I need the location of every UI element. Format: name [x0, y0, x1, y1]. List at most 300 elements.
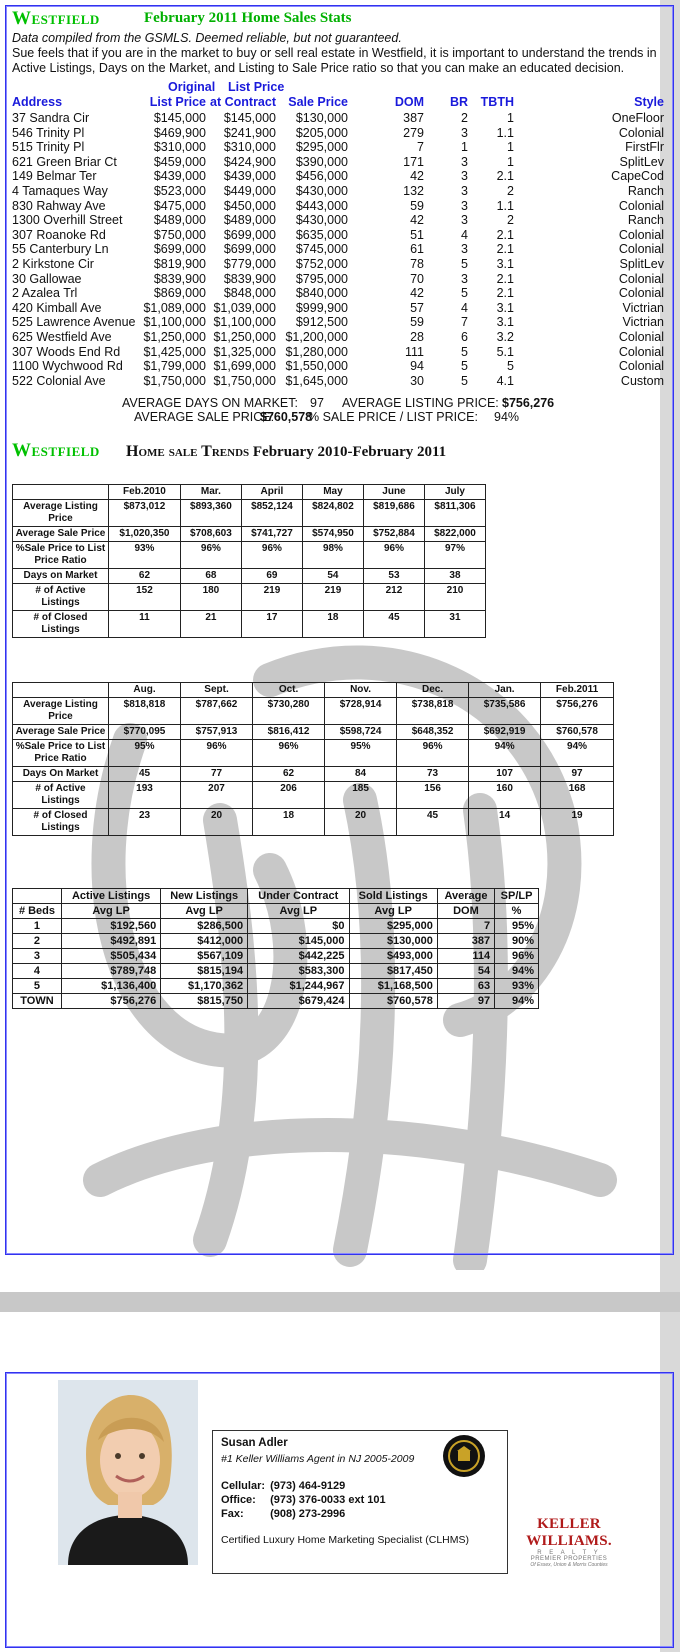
listing-address: 307 Woods End Rd	[12, 344, 121, 359]
listing-sp: $912,500	[295, 315, 348, 330]
trend-cell: 96%	[253, 740, 325, 767]
listing-br: 3	[461, 125, 468, 140]
trend-row	[13, 584, 486, 611]
trend-cell: $741,727	[241, 527, 302, 542]
listing-address: 55 Canterbury Ln	[12, 242, 109, 257]
avg-sp-value: $760,578	[260, 410, 313, 424]
ratio-value: 94%	[494, 410, 520, 424]
trend-cell: 96%	[181, 740, 253, 767]
month-header: Feb.2010	[109, 485, 181, 500]
agent-certification: Certified Luxury Home Marketing Specialist (CLHMS)	[221, 1534, 469, 1546]
beds-cell: 94%	[495, 964, 539, 979]
listing-lpc: $145,000	[223, 111, 276, 125]
trend-header-row	[13, 485, 486, 500]
listing-lpc: $450,000	[223, 198, 276, 213]
listing-tbth: 2	[507, 184, 514, 198]
beds-cell: $567,109	[161, 949, 248, 964]
listing-sp: $456,000	[295, 169, 348, 184]
trend-cell: 97%	[424, 542, 485, 569]
listing-olp: $1,250,000	[143, 330, 206, 344]
trend-cell: 18	[302, 611, 363, 638]
header-list-at-contract: at Contract	[210, 95, 276, 109]
trend-cell: 62	[109, 569, 181, 584]
trend-cell: $692,919	[469, 725, 541, 740]
trend-cell: 68	[180, 569, 241, 584]
listing-olp: $1,799,000	[143, 359, 206, 374]
beds-cell: $760,578	[349, 994, 437, 1009]
trend-cell: 180	[180, 584, 241, 611]
listing-dom: 111	[404, 344, 424, 359]
listing-lpc: $1,699,000	[213, 359, 276, 374]
listing-row	[12, 199, 664, 214]
listing-dom: 42	[410, 286, 424, 301]
listing-dom: 42	[410, 213, 424, 228]
listing-br: 3	[461, 198, 468, 213]
beds-subheader-cell: Avg LP	[61, 904, 160, 919]
listing-tbth: 4.1	[496, 373, 514, 388]
trend-cell: 45	[397, 809, 469, 836]
stats-content	[12, 8, 664, 460]
trend-cell: 38	[424, 569, 485, 584]
listing-style: CapeCod	[611, 169, 664, 184]
trend-cell: $648,352	[397, 725, 469, 740]
listing-tbth: 5	[507, 359, 514, 374]
agent-phones	[221, 1479, 386, 1521]
listing-tbth: 2.1	[496, 286, 514, 301]
listing-sp: $1,200,000	[285, 330, 348, 344]
beds-cell: 94%	[495, 994, 539, 1009]
listing-sp: $390,000	[295, 154, 348, 169]
kw-logo-realty: R E A L T Y	[537, 1550, 601, 1556]
listing-row	[12, 169, 664, 184]
listing-row	[12, 140, 664, 155]
beds-count: 3	[13, 949, 62, 964]
beds-cell: $815,194	[161, 964, 248, 979]
trend-cell: $728,914	[325, 698, 397, 725]
trend-cell: 185	[325, 782, 397, 809]
beds-cell: $0	[248, 919, 349, 934]
listing-olp: $750,000	[153, 227, 206, 242]
trend-cell: $735,586	[469, 698, 541, 725]
listing-style: Colonial	[618, 242, 664, 257]
listing-row	[12, 272, 664, 287]
header-original-list-price: List Price	[149, 95, 206, 109]
agent-card	[212, 1430, 508, 1574]
listing-style: Victrian	[622, 315, 664, 330]
listing-dom: 7	[417, 140, 424, 155]
listing-br: 2	[461, 111, 468, 125]
beds-header-cell	[13, 889, 62, 904]
listing-sp: $1,550,000	[285, 359, 348, 374]
listing-style: Colonial	[618, 344, 664, 359]
trend-row-label: Average Sale Price	[13, 527, 109, 542]
listing-address: 625 Westfield Ave	[12, 330, 112, 344]
header-br: BR	[449, 95, 468, 109]
beds-cell: $295,000	[349, 919, 437, 934]
beds-cell: 63	[437, 979, 494, 994]
header-sale-price: Sale Price	[288, 95, 348, 109]
avg-lp-label: AVERAGE LISTING PRICE:	[342, 396, 499, 410]
trend-cell: 21	[180, 611, 241, 638]
listing-sp: $752,000	[295, 257, 348, 271]
beds-table	[12, 888, 539, 1009]
listing-tbth: 1	[507, 154, 514, 169]
beds-cell: $1,244,967	[248, 979, 349, 994]
agent-photo	[58, 1380, 198, 1565]
trend-cell: 84	[325, 767, 397, 782]
listing-sp: $443,000	[295, 198, 348, 213]
header-dom: DOM	[394, 95, 424, 109]
trend-cell: 69	[241, 569, 302, 584]
listing-style: Ranch	[627, 213, 664, 228]
listing-lpc: $241,900	[223, 125, 276, 140]
beds-row	[13, 964, 539, 979]
listing-dom: 59	[410, 198, 424, 213]
listing-olp: $310,000	[153, 140, 206, 155]
listing-olp: $1,425,000	[143, 344, 206, 359]
trend-cell: 210	[424, 584, 485, 611]
beds-cell: $286,500	[161, 919, 248, 934]
month-header: Aug.	[109, 683, 181, 698]
listing-address: 2 Kirkstone Cir	[12, 257, 94, 271]
listing-lpc: $839,900	[223, 271, 276, 286]
listing-sp: $745,000	[295, 242, 348, 257]
kw-logo-name: KELLER WILLIAMS.	[526, 1516, 612, 1549]
beds-subheader-cell: # Beds	[13, 904, 62, 919]
trend-row-label: # of Closed Listings	[13, 611, 109, 638]
listing-olp: $1,750,000	[143, 373, 206, 388]
agent-tagline: #1 Keller Williams Agent in NJ 2005-2009	[221, 1453, 415, 1465]
listing-row	[12, 359, 664, 374]
listing-dom: 78	[410, 257, 424, 271]
listing-br: 5	[461, 286, 468, 301]
listing-tbth: 3.1	[496, 315, 514, 330]
beds-subheader-cell: DOM	[437, 904, 494, 919]
fax-label: Fax:	[221, 1508, 244, 1520]
brand-title: Westfield	[12, 8, 100, 29]
listing-olp: $469,900	[153, 125, 206, 140]
listing-tbth: 2.1	[496, 242, 514, 257]
trend-row	[13, 740, 614, 767]
trend-cell: 96%	[397, 740, 469, 767]
listing-tbth: 3.1	[496, 300, 514, 315]
listing-tbth: 2.1	[496, 271, 514, 286]
listing-row	[12, 345, 664, 360]
avg-dom-label: AVERAGE DAYS ON MARKET:	[122, 396, 298, 410]
listing-br: 6	[461, 330, 468, 344]
trend-cell: $818,818	[109, 698, 181, 725]
listing-olp: $459,000	[153, 154, 206, 169]
listing-dom: 61	[410, 242, 424, 257]
listing-br: 3	[461, 169, 468, 184]
listing-tbth: 2	[507, 213, 514, 228]
trend-cell: 18	[253, 809, 325, 836]
listing-sp: $130,000	[295, 111, 348, 125]
cell-number[interactable]: (973) 464-9129	[270, 1480, 346, 1492]
listing-style: Colonial	[618, 359, 664, 374]
month-header: Mar.	[180, 485, 241, 500]
trend-cell: 219	[241, 584, 302, 611]
listing-address: 1100 Wychwood Rd	[12, 359, 123, 374]
listing-lpc: $1,100,000	[213, 315, 276, 330]
beds-cell: $192,560	[61, 919, 160, 934]
listing-dom: 30	[410, 373, 424, 388]
agent-name: Susan Adler	[221, 1437, 288, 1449]
listing-lpc: $489,000	[223, 213, 276, 228]
listing-dom: 171	[403, 154, 424, 169]
listing-tbth: 1.1	[496, 198, 514, 213]
listing-address: 420 Kimball Ave	[12, 300, 102, 315]
trend-cell: $1,020,350	[109, 527, 181, 542]
header-original: Original	[168, 80, 216, 94]
beds-header-cell: SP/LP	[495, 889, 539, 904]
page-separator	[0, 1292, 680, 1312]
trend-row-label: Days On Market	[13, 767, 109, 782]
beds-row	[13, 979, 539, 994]
beds-header-row-1	[13, 889, 539, 904]
listing-sp: $430,000	[295, 213, 348, 228]
trend-cell: 53	[363, 569, 424, 584]
listing-style: Custom	[620, 373, 664, 388]
listing-row	[12, 286, 664, 301]
listing-lpc: $310,000	[223, 140, 276, 155]
listing-row	[12, 184, 664, 199]
beds-cell: 90%	[495, 934, 539, 949]
listing-address: 546 Trinity Pl	[12, 125, 85, 140]
month-header: May	[302, 485, 363, 500]
trend-cell: 97	[541, 767, 614, 782]
beds-row	[13, 919, 539, 934]
report-header	[12, 8, 664, 30]
listing-dom: 279	[403, 125, 424, 140]
listing-tbth: 2.1	[496, 227, 514, 242]
beds-cell: $493,000	[349, 949, 437, 964]
beds-cell: 387	[437, 934, 494, 949]
listing-address: 30 Gallowae	[12, 271, 82, 286]
trend-cell: $824,802	[302, 500, 363, 527]
trend-cell: 94%	[541, 740, 614, 767]
listing-olp: $523,000	[153, 184, 206, 198]
month-header: Feb.2011	[541, 683, 614, 698]
trend-cell: $760,578	[541, 725, 614, 740]
beds-cell: 54	[437, 964, 494, 979]
fax-number: (908) 273-2996	[270, 1508, 346, 1520]
listing-sp: $635,000	[295, 227, 348, 242]
listing-sp: $1,645,000	[285, 373, 348, 388]
listing-style: Colonial	[618, 125, 664, 140]
listing-style: SplitLev	[619, 257, 664, 271]
month-header: Dec.	[397, 683, 469, 698]
beds-header-cell: Active Listings	[61, 889, 160, 904]
listing-olp: $1,100,000	[143, 315, 206, 330]
listing-tbth: 1	[507, 111, 514, 125]
listing-olp: $1,089,000	[143, 300, 206, 315]
trend-row	[13, 767, 614, 782]
listing-sp: $840,000	[295, 286, 348, 301]
trends-title	[126, 443, 446, 461]
listing-style: Ranch	[627, 184, 664, 198]
listing-olp: $475,000	[153, 198, 206, 213]
beds-cell: $583,300	[248, 964, 349, 979]
beds-row	[13, 934, 539, 949]
listing-address: 621 Green Briar Ct	[12, 154, 117, 169]
listing-style: Colonial	[618, 271, 664, 286]
listing-style: Colonial	[618, 198, 664, 213]
trend-cell: $757,913	[181, 725, 253, 740]
beds-count: 2	[13, 934, 62, 949]
beds-cell: $1,136,400	[61, 979, 160, 994]
trend-cell: $811,306	[424, 500, 485, 527]
trend-cell: 107	[469, 767, 541, 782]
listing-br: 3	[461, 184, 468, 198]
listing-tbth: 1	[507, 140, 514, 155]
listing-br: 4	[461, 300, 468, 315]
listing-lpc: $1,750,000	[213, 373, 276, 388]
listings-table	[12, 82, 664, 392]
trend-cell: 212	[363, 584, 424, 611]
beds-header-cell: Sold Listings	[349, 889, 437, 904]
beds-cell: $130,000	[349, 934, 437, 949]
trend-cell: 45	[109, 767, 181, 782]
avg-dom-value: 97	[310, 396, 324, 410]
listing-row	[12, 257, 664, 272]
trend-cell: $819,686	[363, 500, 424, 527]
trend-cell: 206	[253, 782, 325, 809]
beds-cell: $789,748	[61, 964, 160, 979]
listing-br: 3	[461, 154, 468, 169]
listing-br: 7	[461, 315, 468, 330]
trend-cell: 94%	[469, 740, 541, 767]
trend-cell: $893,360	[180, 500, 241, 527]
header-style: Style	[634, 95, 664, 109]
listing-row	[12, 126, 664, 141]
listing-lpc: $439,000	[223, 169, 276, 184]
trends-table-1	[12, 484, 486, 638]
beds-count: TOWN	[13, 994, 62, 1009]
listing-dom: 57	[410, 300, 424, 315]
beds-cell: $815,750	[161, 994, 248, 1009]
ratio-label: % SALE PRICE / LIST PRICE:	[308, 410, 478, 424]
listing-br: 3	[461, 271, 468, 286]
trend-cell: $730,280	[253, 698, 325, 725]
trend-cell: 193	[109, 782, 181, 809]
beds-cell: $679,424	[248, 994, 349, 1009]
corner-cell	[13, 683, 109, 698]
beds-header-row-2	[13, 904, 539, 919]
trend-cell: $574,950	[302, 527, 363, 542]
beds-cell: 93%	[495, 979, 539, 994]
beds-header-cell: New Listings	[161, 889, 248, 904]
trend-cell: 156	[397, 782, 469, 809]
listing-row	[12, 228, 664, 243]
listing-olp: $439,000	[153, 169, 206, 184]
month-header: July	[424, 485, 485, 500]
listing-style: OneFloor	[611, 111, 664, 125]
listing-lpc: $424,900	[223, 154, 276, 169]
listing-lpc: $779,000	[223, 257, 276, 271]
listing-dom: 51	[410, 227, 424, 242]
trend-row-label: # of Active Listings	[13, 584, 109, 611]
listing-tbth: 3.1	[496, 257, 514, 271]
listing-tbth: 3.2	[496, 330, 514, 344]
listing-address: 4 Tamaques Way	[12, 184, 108, 198]
listing-style: SplitLev	[619, 154, 664, 169]
beds-subheader-cell: Avg LP	[161, 904, 248, 919]
listing-address: 522 Colonial Ave	[12, 373, 106, 388]
beds-cell: $505,434	[61, 949, 160, 964]
listing-dom: 132	[403, 184, 424, 198]
listing-style: Colonial	[618, 227, 664, 242]
trend-row	[13, 782, 614, 809]
intro-paragraph: Sue feels that if you are in the market to buy or sell real estate in Westfield, it is important to understand the trends in Active Listings, Days on the Market, and Listing to Sale Price ratio so that you can make an educated decision.	[12, 46, 657, 75]
listing-lpc: $449,000	[223, 184, 276, 198]
listing-row	[12, 111, 664, 126]
trends-table-2	[12, 682, 614, 836]
trend-row-label: Average Sale Price	[13, 725, 109, 740]
listing-br: 3	[461, 213, 468, 228]
listing-address: 515 Trinity Pl	[12, 140, 85, 155]
beds-cell: 97	[437, 994, 494, 1009]
listing-address: 149 Belmar Ter	[12, 169, 97, 184]
trend-cell: $738,818	[397, 698, 469, 725]
trends-brand: Westfield	[12, 440, 100, 461]
beds-cell: $756,276	[61, 994, 160, 1009]
header-list-price-top: List Price	[228, 80, 285, 94]
month-header: April	[241, 485, 302, 500]
trend-row-label: Average Listing Price	[13, 500, 109, 527]
listing-br: 1	[461, 140, 468, 155]
beds-count: 1	[13, 919, 62, 934]
trend-cell: 23	[109, 809, 181, 836]
listing-dom: 387	[403, 111, 424, 125]
header-tbth: TBTH	[480, 95, 514, 109]
cell-label: Cellular:	[221, 1480, 266, 1492]
listings-header	[12, 95, 664, 110]
trend-cell: 19	[541, 809, 614, 836]
listing-style: Colonial	[618, 330, 664, 344]
trend-row	[13, 611, 486, 638]
month-header: Sept.	[181, 683, 253, 698]
office-number[interactable]: (973) 376-0033 ext 101	[270, 1494, 386, 1506]
listing-olp: $489,000	[153, 213, 206, 228]
listing-br: 5	[461, 257, 468, 271]
trend-cell: 17	[241, 611, 302, 638]
listing-br: 5	[461, 344, 468, 359]
listing-olp: $145,000	[153, 111, 206, 125]
listing-tbth: 2.1	[496, 169, 514, 184]
trend-row	[13, 725, 614, 740]
trend-cell: 31	[424, 611, 485, 638]
trend-cell: $873,012	[109, 500, 181, 527]
month-header: June	[363, 485, 424, 500]
beds-header-cell: Under Contract	[248, 889, 349, 904]
trend-cell: 98%	[302, 542, 363, 569]
listing-br: 5	[461, 359, 468, 374]
listing-dom: 42	[410, 169, 424, 184]
agent-portrait	[58, 1380, 198, 1565]
listing-lpc: $1,250,000	[213, 330, 276, 344]
listing-address: 2 Azalea Trl	[12, 286, 78, 301]
trend-cell: 54	[302, 569, 363, 584]
trend-cell: 93%	[109, 542, 181, 569]
trend-header-row	[13, 683, 614, 698]
trends-title-main: Home sale Trends	[126, 443, 250, 460]
trend-cell: 95%	[325, 740, 397, 767]
trend-cell: $787,662	[181, 698, 253, 725]
listing-sp: $295,000	[295, 140, 348, 155]
trend-row	[13, 542, 486, 569]
beds-cell: $412,000	[161, 934, 248, 949]
